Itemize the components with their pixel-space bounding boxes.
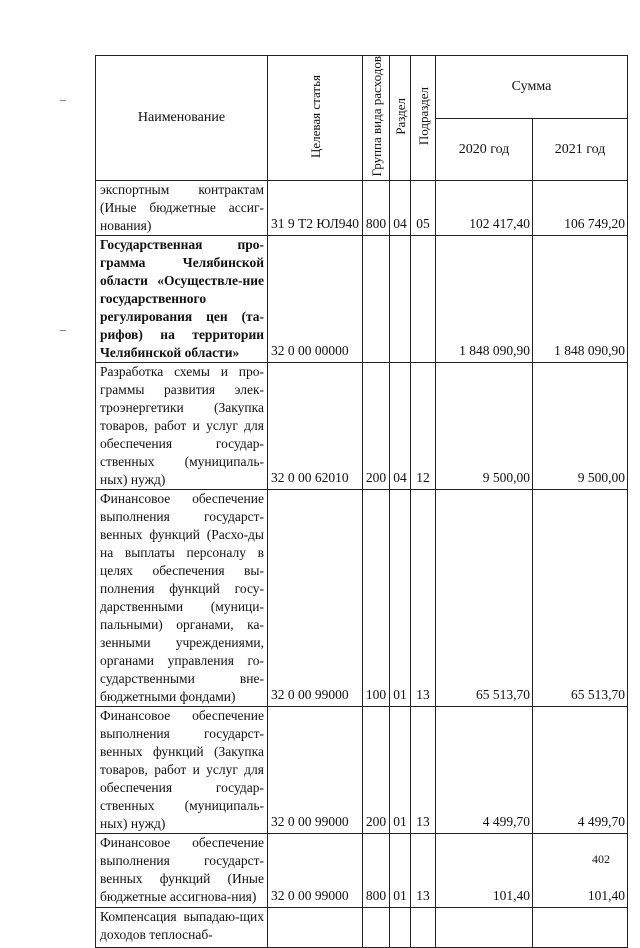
row-amount-2021 — [533, 908, 628, 948]
row-name: Финансовое обеспечение выполнения государст-венных функций (Расхо-ды на выплаты персоналу в целях обеспечения вы-полнения функций госу-дарственными (муници-пальными) органами, ка-зенными учреждениями, органами управления го-сударственными вне-бюджетными фондами) — [96, 490, 268, 707]
row-target-article: 32 0 00 99000 — [268, 490, 363, 707]
row-amount-2021: 101,40 — [533, 834, 628, 908]
header-section-text: Раздел — [392, 97, 408, 135]
row-name: Разработка схемы и про-граммы развития элек-троэнергетики (Закупка товаров, работ и услуг для обеспечения государ-ственных (муниципаль-ных) нужд) — [96, 363, 268, 490]
row-amount-2020: 102 417,40 — [436, 181, 533, 236]
row-expense-type: 200 — [363, 707, 390, 834]
row-amount-2020: 4 499,70 — [436, 707, 533, 834]
header-sum: Сумма — [436, 56, 628, 119]
row-section: 04 — [390, 181, 411, 236]
row-amount-2021: 4 499,70 — [533, 707, 628, 834]
row-amount-2020 — [436, 908, 533, 948]
row-name: Финансовое обеспечение выполнения государст-венных функций (Закупка товаров, работ и услуг для обеспечения государ-ственных (муниципаль-ных) нужд) — [96, 707, 268, 834]
row-name: Финансовое обеспечение выполнения государст-венных функций (Иные бюджетные ассигнова-ния) — [96, 834, 268, 908]
header-target-article-text: Целевая статья — [307, 74, 323, 158]
header-year-2021: 2021 год — [533, 118, 628, 181]
header-year-2020: 2020 год — [436, 118, 533, 181]
row-section: 04 — [390, 363, 411, 490]
page-number: 402 — [592, 852, 610, 866]
row-amount-2020: 101,40 — [436, 834, 533, 908]
row-section — [390, 236, 411, 363]
row-name: Компенсация выпадаю-щих доходов теплоснаб- — [96, 908, 268, 948]
row-target-article: 32 0 00 99000 — [268, 707, 363, 834]
table-row — [96, 908, 628, 948]
header-subsection — [411, 56, 436, 181]
row-expense-type: 800 — [363, 834, 390, 908]
budget-table — [95, 55, 628, 948]
row-expense-type — [363, 236, 390, 363]
margin-mark — [60, 330, 66, 331]
row-section: 01 — [390, 834, 411, 908]
row-subsection: 12 — [411, 363, 436, 490]
header-expense-type-group — [363, 56, 390, 181]
row-target-article — [268, 908, 363, 948]
row-subsection: 13 — [411, 707, 436, 834]
row-amount-2021: 65 513,70 — [533, 490, 628, 707]
row-amount-2020: 65 513,70 — [436, 490, 533, 707]
row-subsection: 05 — [411, 181, 436, 236]
table-row — [96, 236, 628, 363]
row-section — [390, 908, 411, 948]
header-expense-type-group-text: Группа вида расходов — [368, 56, 384, 177]
row-amount-2021: 106 749,20 — [533, 181, 628, 236]
row-section: 01 — [390, 490, 411, 707]
row-target-article: 32 0 00 99000 — [268, 834, 363, 908]
table-row — [96, 707, 628, 834]
row-name: Государственная про-грамма Челябинской области «Осуществле-ние государственного регулирования цен (та-рифов) на территории Челябинской области» — [96, 236, 268, 363]
header-target-article — [268, 56, 363, 181]
row-amount-2021: 9 500,00 — [533, 363, 628, 490]
header-section — [390, 56, 411, 181]
table-row — [96, 490, 628, 707]
row-subsection: 13 — [411, 490, 436, 707]
row-target-article: 32 0 00 62010 — [268, 363, 363, 490]
row-expense-type — [363, 908, 390, 948]
row-expense-type: 200 — [363, 363, 390, 490]
row-expense-type: 100 — [363, 490, 390, 707]
header-name: Наименование — [96, 56, 268, 181]
row-subsection: 13 — [411, 834, 436, 908]
row-target-article: 31 9 Т2 ЮЛ940 — [268, 181, 363, 236]
header-subsection-text: Подраздел — [415, 87, 431, 146]
row-subsection — [411, 236, 436, 363]
row-amount-2020: 9 500,00 — [436, 363, 533, 490]
row-expense-type: 800 — [363, 181, 390, 236]
row-section: 01 — [390, 707, 411, 834]
margin-mark — [60, 100, 66, 101]
table-row — [96, 834, 628, 908]
table-row — [96, 181, 628, 236]
row-target-article: 32 0 00 00000 — [268, 236, 363, 363]
table-row — [96, 363, 628, 490]
row-amount-2021: 1 848 090,90 — [533, 236, 628, 363]
row-amount-2020: 1 848 090,90 — [436, 236, 533, 363]
row-name: экспортным контрактам (Иные бюджетные ассиг-нования) — [96, 181, 268, 236]
row-subsection — [411, 908, 436, 948]
